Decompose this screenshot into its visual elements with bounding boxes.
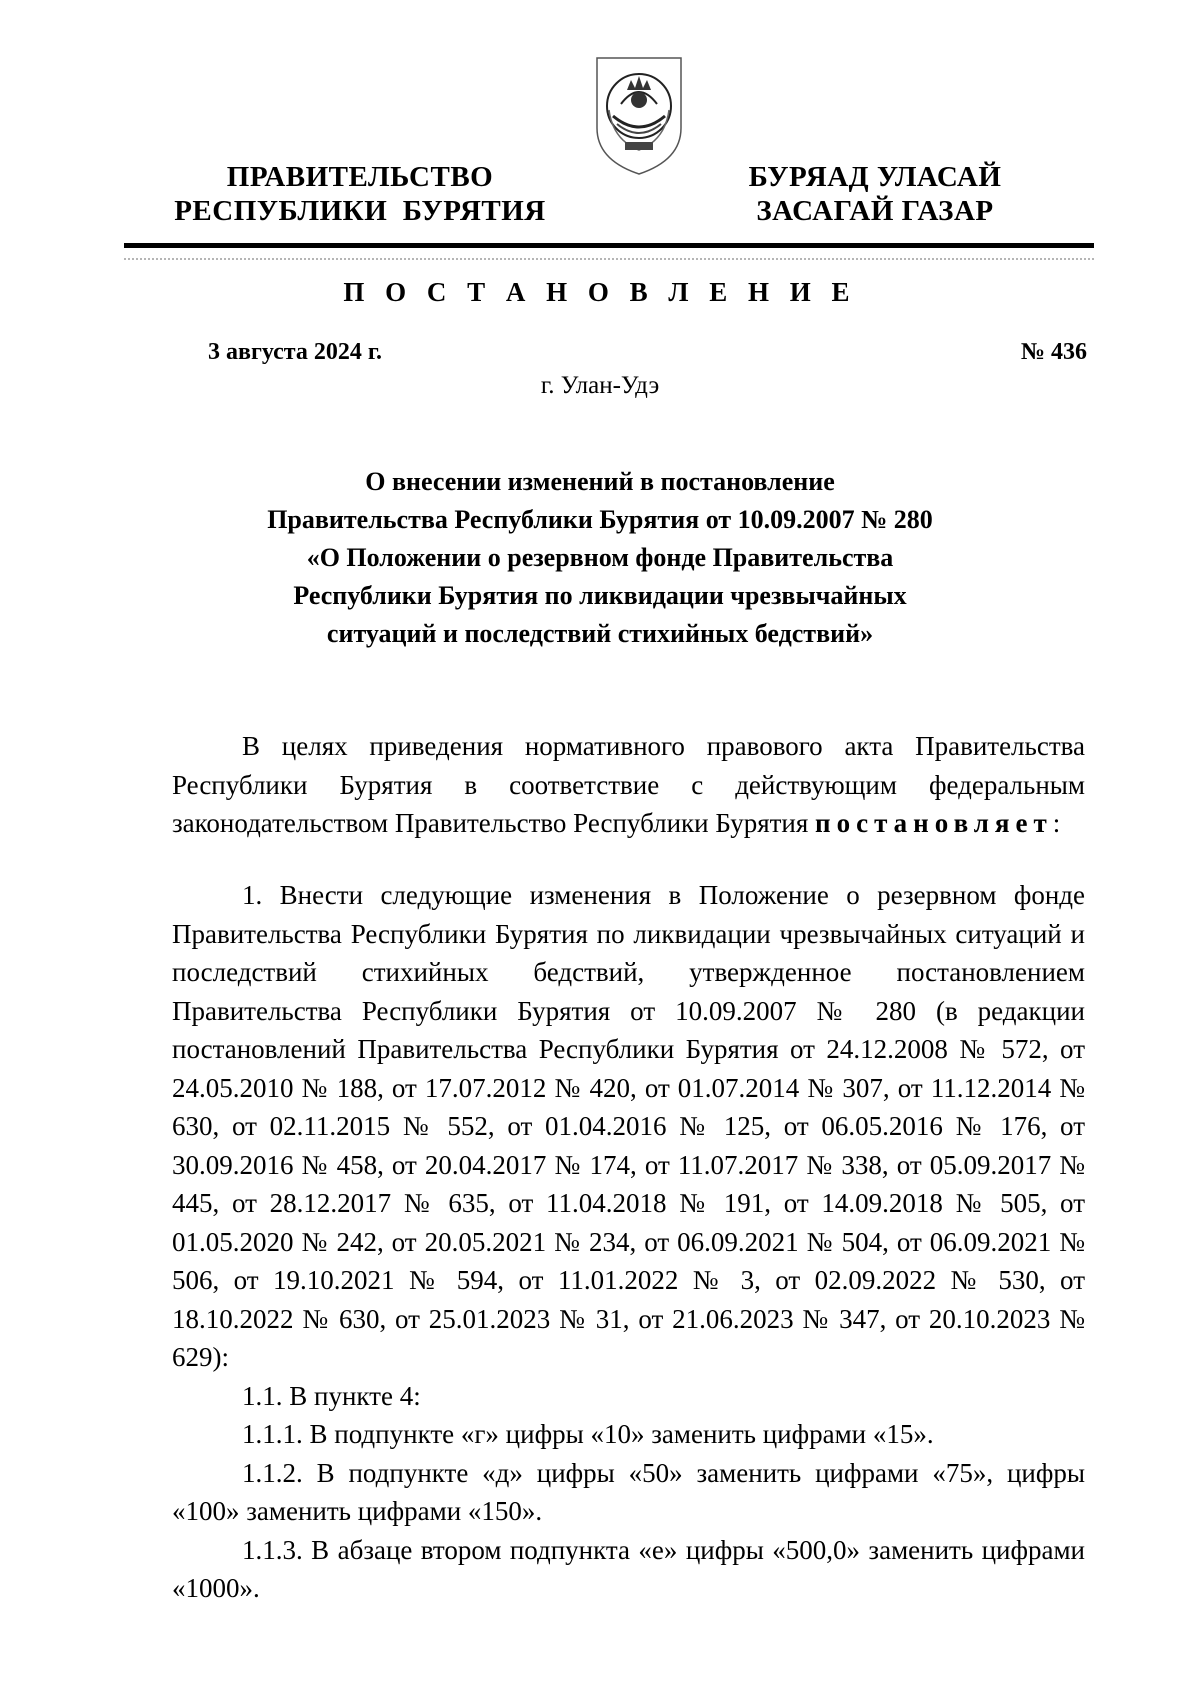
document-date: 3 августа 2024 г. — [208, 339, 383, 365]
intro-emphasis: постановляет — [815, 808, 1053, 838]
org-left-line1: ПРАВИТЕЛЬСТВО — [226, 161, 494, 193]
item-1-text: 1. Внести следующие изменения в Положение о резервном фонде Правительства Республики Бурятия по ликвидации чрезвычайных ситуаций и последствий стихийных бедствий, утвержденное постановлением Правительства Республики Бурятия от 10.09.2007 № 280 (в редакции постановлений Правительства Республики Бурятия от 24.12.2008 № 572, от 24.05.2010 № 188, от 17.07.2012 № 420, от 01.07.2014 № 307, от 11.12.2014 № 630, от 02.11.2015 № 552, от 01.04.2016 № 125, от 06.05.2016 № 176, от 30.09.2016 № 458, от 20.04.2017 № 174, от 11.07.2017 № 338, от 05.09.2017 № 445, от 28.12.2017 № 635, от 11.04.2018 № 191, от 14.09.2018 № 505, от 01.05.2020 № 242, от 20.05.2021 № 234, от 06.09.2021 № 504, от 06.09.2021 № 506, от 19.10.2021 № 594, от 11.01.2022 № 3, от 02.09.2022 № 530, от 18.10.2022 № 630, от 25.01.2023 № 31, от 21.06.2023 № 347, от 20.10.2023 № 629): — [172, 880, 1085, 1372]
item-1-1-2-text: 1.1.2. В подпункте «д» цифры «50» заменить цифрами «75», цифры «100» заменить цифрами «150». — [172, 1457, 1085, 1526]
header-divider-thin — [124, 258, 1094, 260]
item-1-paragraph — [172, 876, 1085, 1608]
header-divider — [124, 243, 1094, 248]
org-left-line2: РЕСПУБЛИКИ БУРЯТИЯ — [174, 195, 546, 227]
item-1-1-3-text: 1.1.3. В абзаце втором подпункта «е» цифры «500,0» заменить цифрами «1000». — [172, 1534, 1085, 1603]
org-right-line1: БУРЯАД УЛАСАЙ — [748, 161, 1002, 193]
title-line: «О Положении о резервном фонде Правительства — [306, 543, 894, 572]
org-name-buryat — [725, 160, 1025, 228]
document-type: П О С Т А Н О В Л Е Н И Е — [343, 277, 857, 307]
title-line: ситуаций и последствий стихийных бедствий» — [326, 619, 874, 648]
title-line: Республики Бурятия по ликвидации чрезвычайных — [293, 581, 907, 610]
document-city: г. Улан-Удэ — [540, 372, 660, 399]
title-line: Правительства Республики Бурятия от 10.09.2007 № 280 — [267, 505, 933, 534]
document-title — [150, 463, 1050, 653]
coat-of-arms-icon — [591, 50, 687, 178]
org-right-line2: ЗАСАГАЙ ГАЗАР — [756, 195, 994, 227]
intro-paragraph — [172, 727, 1085, 843]
item-1-1-text: 1.1. В пункте 4: — [242, 1380, 421, 1411]
intro-text: В целях приведения нормативного правового акта Правительства Республики Бурятия в соответствие с действующим федеральным законодательством Правительство Республики Бурятия — [172, 731, 1085, 838]
document-number: № 436 — [1020, 339, 1087, 365]
title-line: О внесении изменений в постановление — [365, 467, 835, 496]
intro-end: : — [1052, 808, 1061, 838]
org-name-russian — [160, 160, 560, 228]
item-1-1-1-text: 1.1.1. В подпункте «г» цифры «10» заменить цифрами «15». — [242, 1419, 934, 1449]
